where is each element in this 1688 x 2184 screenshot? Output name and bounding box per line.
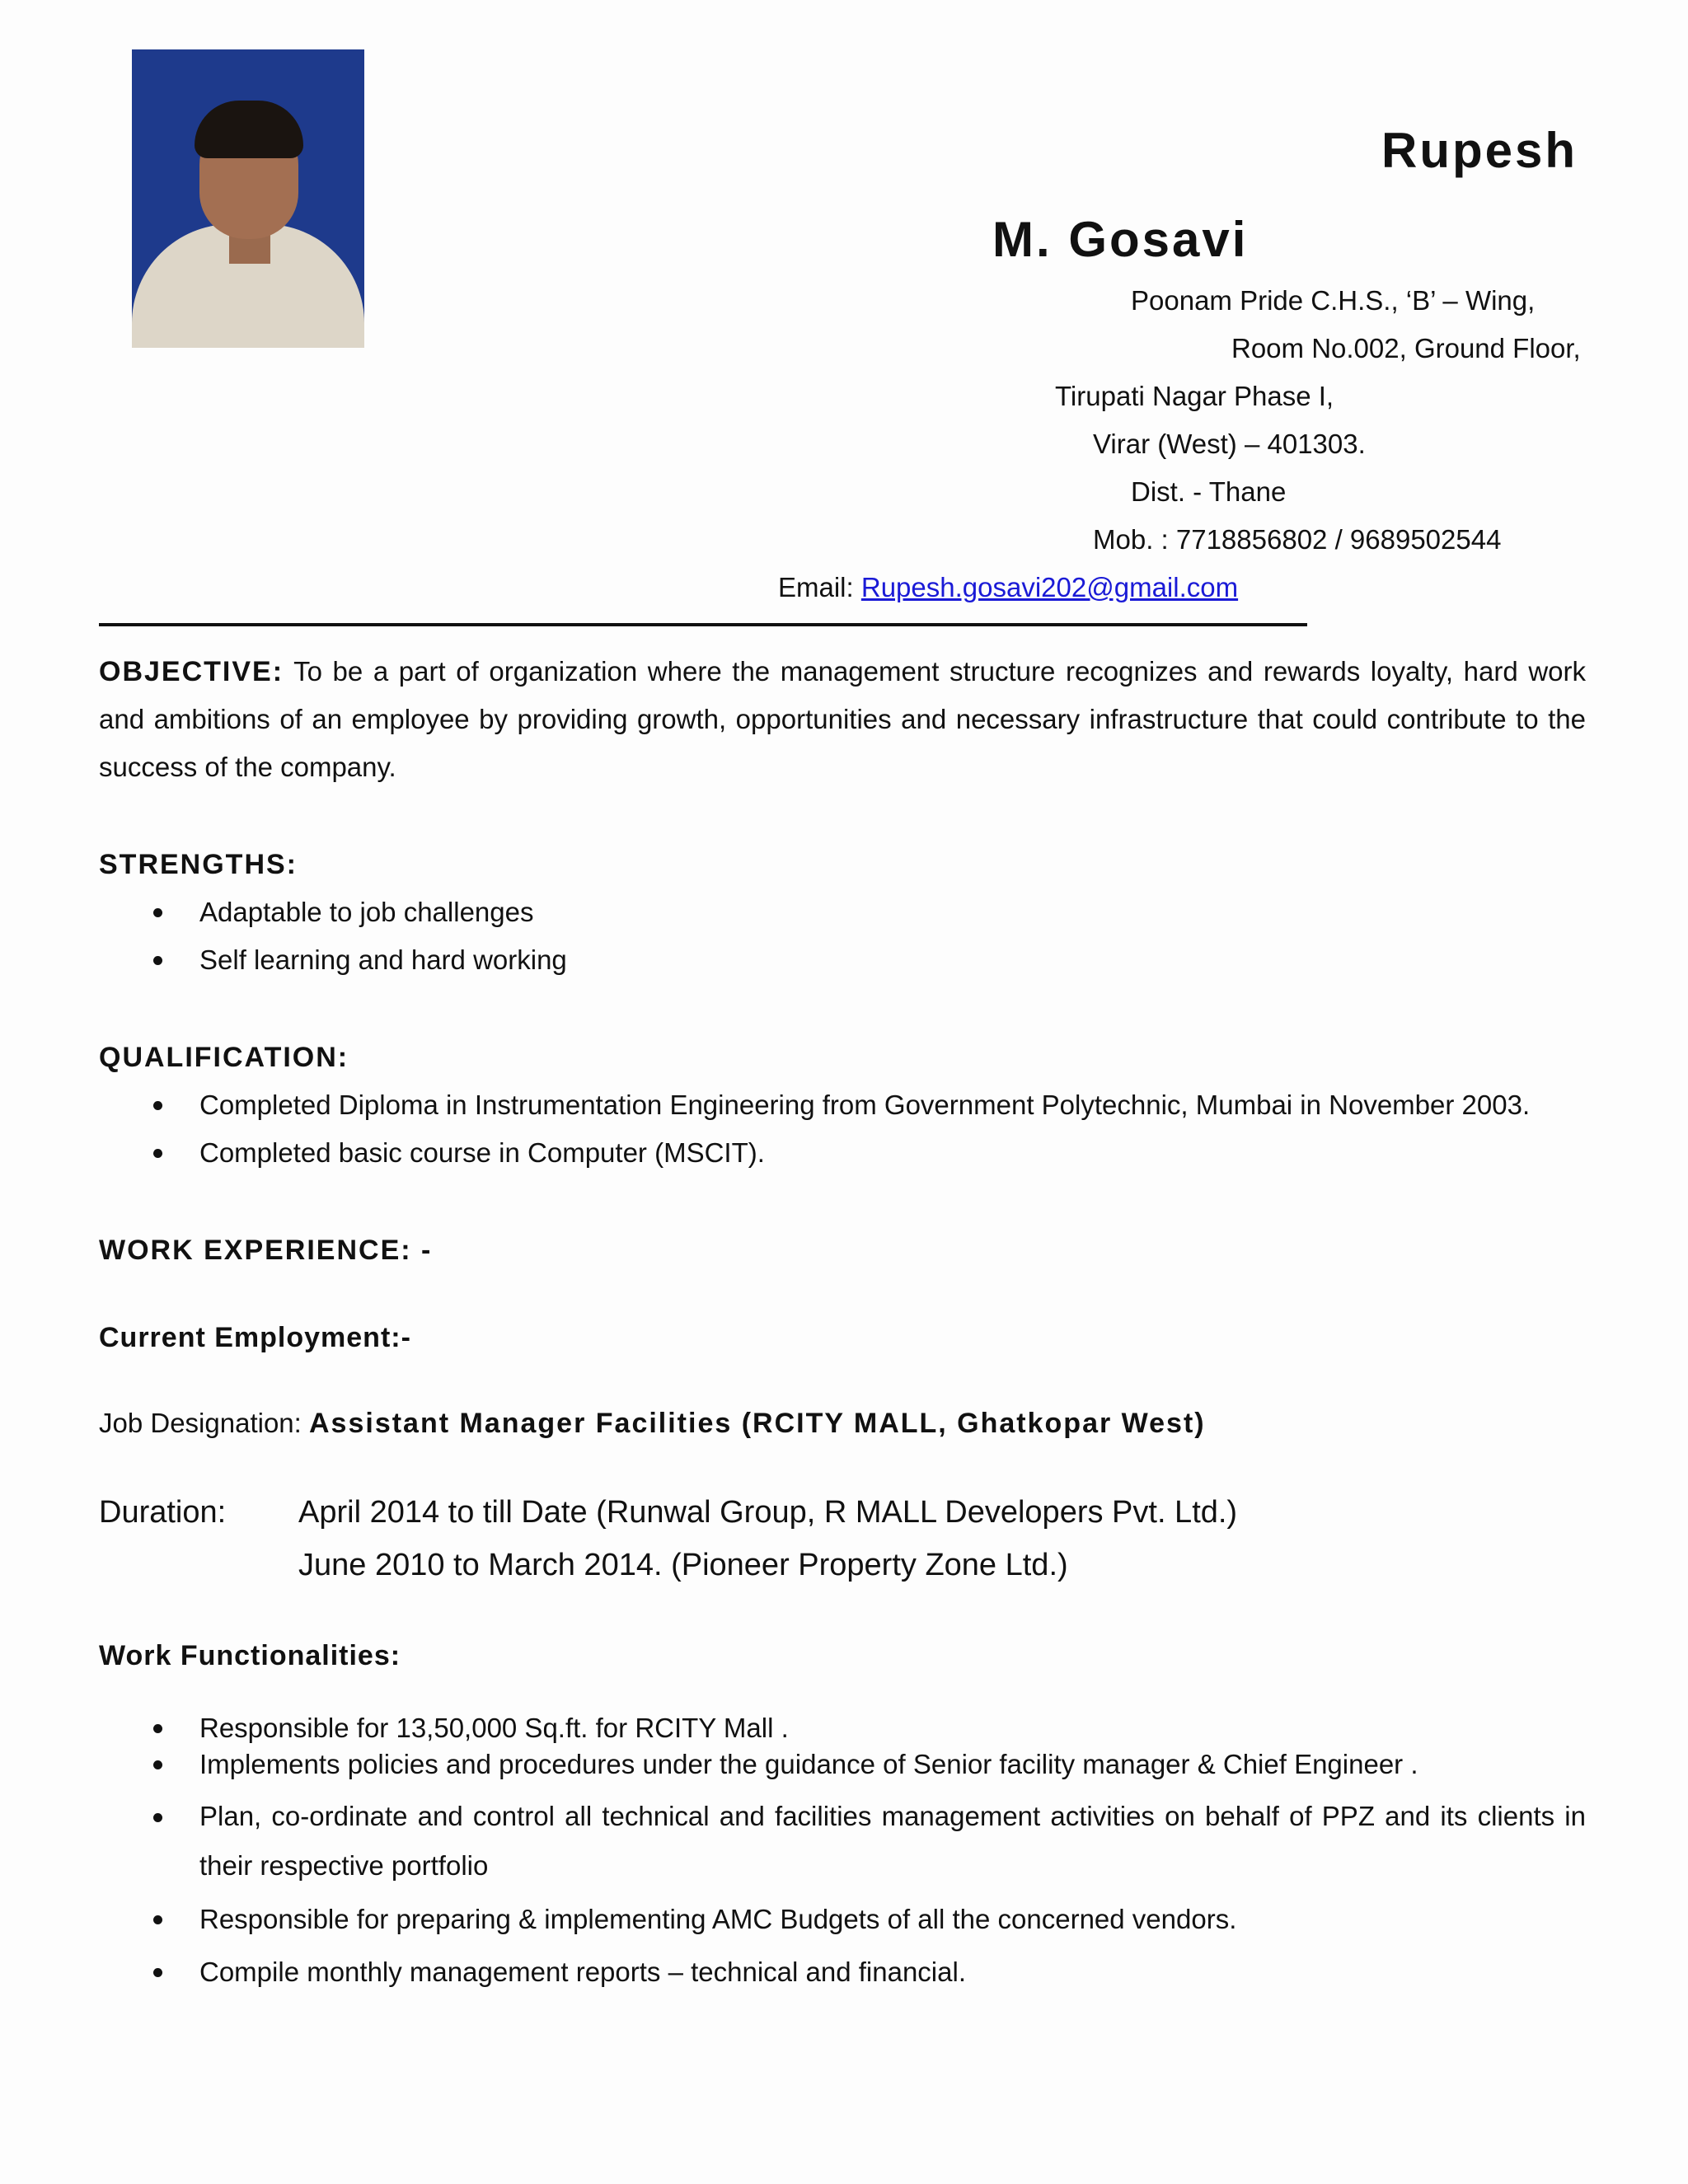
- address-line: Room No.002, Ground Floor,: [1231, 333, 1581, 363]
- email-label: Email:: [778, 572, 854, 602]
- objective-label: OBJECTIVE:: [99, 656, 284, 687]
- list-item: [199, 1749, 1418, 1780]
- candidate-first-name: Rupesh: [1381, 123, 1578, 178]
- work-experience-heading: WORK EXPERIENCE: -: [99, 1235, 433, 1266]
- list-item: [199, 897, 533, 928]
- bullet-icon: [153, 1760, 162, 1769]
- list-item: [199, 1137, 765, 1169]
- qualification-text: Completed Diploma in Instrumentation Engineering from Government Polytechnic, Mumbai in November 2003.: [199, 1090, 1531, 1120]
- designation-value: Assistant Manager Facilities (RCITY MALL, Ghatkopar West): [309, 1408, 1206, 1439]
- duration-label: Duration:: [99, 1495, 227, 1530]
- profile-photo: [132, 49, 364, 348]
- bullet-icon: [153, 1968, 162, 1977]
- functionality-text: Plan, co-ordinate and control all technical and facilities management activities on behalf of PPZ and its clients in their respective portfolio: [199, 1801, 1586, 1881]
- bullet-icon: [153, 1101, 162, 1110]
- candidate-last-name: M. Gosavi: [992, 212, 1249, 267]
- work-functionalities-heading: Work Functionalities:: [99, 1640, 401, 1671]
- functionality-text: Responsible for preparing & implementing AMC Budgets of all the concerned vendors.: [199, 1904, 1237, 1934]
- email-row: [778, 572, 1238, 603]
- bullet-icon: [153, 1813, 162, 1822]
- bullet-icon: [153, 956, 162, 965]
- bullet-icon: [153, 1149, 162, 1158]
- duration-line: June 2010 to March 2014. (Pioneer Property Zone Ltd.): [298, 1548, 1068, 1582]
- current-employment-heading: Current Employment:-: [99, 1322, 411, 1353]
- address-line: Poonam Pride C.H.S., ‘B’ – Wing,: [1131, 285, 1536, 316]
- functionality-text: Responsible for 13,50,000 Sq.ft. for RCITY Mall .: [199, 1713, 789, 1743]
- address-line: Dist. - Thane: [1131, 476, 1287, 507]
- functionality-text: Compile monthly management reports – technical and financial.: [199, 1957, 966, 1987]
- strength-text: Self learning and hard working: [199, 944, 567, 975]
- objective-text: To be a part of organization where the management structure recognizes and rewards loyalty, hard work and ambitions of an employee by providing growth, opportunities and necessary infrastructure that could contribute to the success of the company.: [99, 656, 1586, 782]
- list-item: [199, 944, 567, 976]
- functionality-text: Implements policies and procedures under the guidance of Senior facility manager & Chief Engineer .: [199, 1749, 1418, 1779]
- address-line: Virar (West) – 401303.: [1093, 429, 1366, 459]
- address-line: Tirupati Nagar Phase I,: [1055, 381, 1334, 411]
- bullet-icon: [153, 1724, 162, 1733]
- list-item: [199, 1957, 966, 1988]
- job-designation-row: [99, 1408, 1206, 1440]
- bullet-icon: [153, 1915, 162, 1924]
- strengths-heading: STRENGTHS:: [99, 849, 298, 880]
- list-item: [199, 1090, 1530, 1121]
- designation-label: Job Designation:: [99, 1408, 302, 1438]
- objective-paragraph: [99, 648, 1586, 791]
- duration-line: April 2014 to till Date (Runwal Group, R MALL Developers Pvt. Ltd.): [298, 1495, 1238, 1530]
- email-link[interactable]: Rupesh.gosavi202@gmail.com: [860, 572, 1239, 602]
- list-item: [199, 1904, 1236, 1935]
- strength-text: Adaptable to job challenges: [199, 897, 534, 927]
- header-divider: [99, 623, 1307, 626]
- qualification-text: Completed basic course in Computer (MSCIT).: [199, 1137, 765, 1168]
- bullet-icon: [153, 908, 162, 917]
- qualification-heading: QUALIFICATION:: [99, 1042, 349, 1073]
- list-item: [199, 1792, 1586, 1891]
- list-item: [199, 1713, 789, 1744]
- mobile-numbers: Mob. : 7718856802 / 9689502544: [1093, 524, 1502, 555]
